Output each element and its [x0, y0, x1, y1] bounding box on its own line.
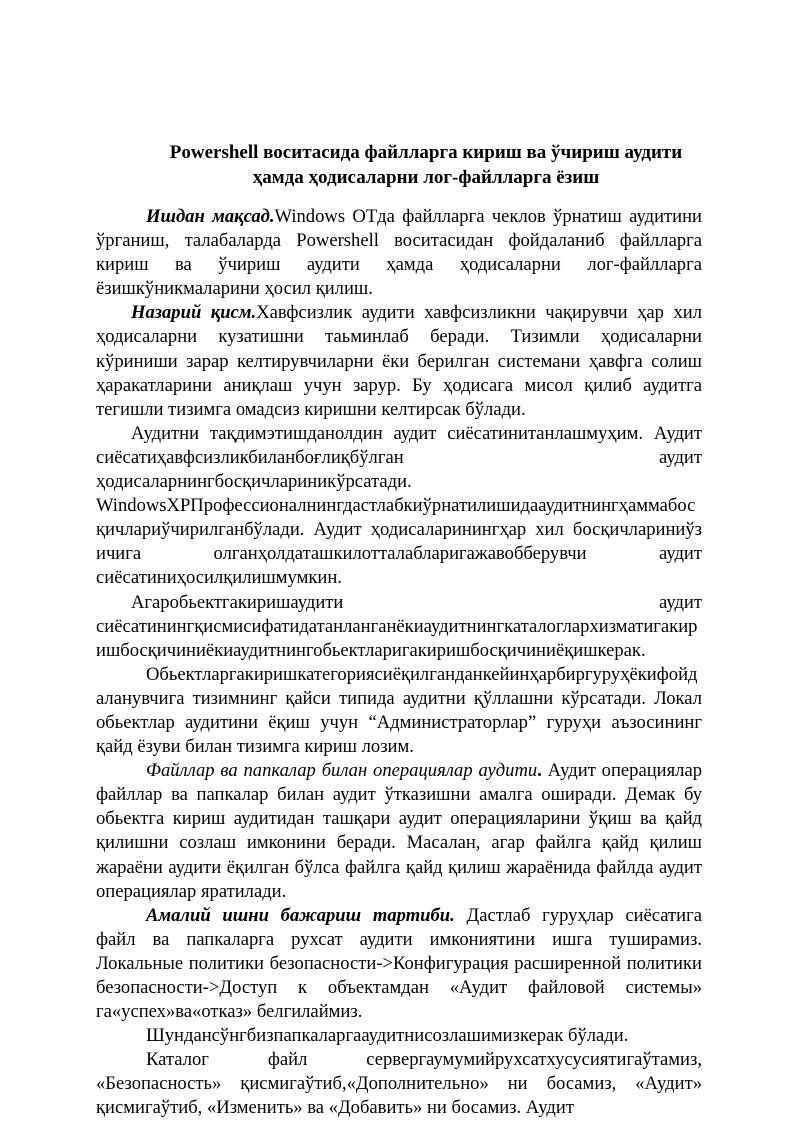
file-operations-text: Аудит операциялар файллар ва папкалар билан аудит ўтказишни амалга оширади. Демак бу обьектга кириш аудитидан ташқари аудит операцияларини ўқиш ва қайд қилишни созлаш имконини беради. Масалан, агар файлга қайд қилиш жараёни аудити ёқилган бўлса файлга қайд қилиш жараёнида файлда аудит операциялар яратилади.	[96, 760, 703, 902]
object-access-text: Агаробьектгакиришаудити аудит сиёсатинингқисмисифатидатанланганёкиаудитнингкаталоглархизматигакиришбосқичиниёкиаудитнингобьектларигакиришбосқичиниёқишкерак.	[96, 591, 702, 661]
document-body	[96, 205, 702, 1121]
goal-heading: Ишдан мақсад.	[146, 206, 275, 227]
catalog-text: Каталог файл сервергаумумийрухсатхусусиятигаўтамиз, «Безопасность» қисмигаўтиб,«Дополнительно» ни босамиз, «Аудит» қисмигаўтиб, «Изменить» ва «Добавить» ни босамиз. Аудит	[96, 1049, 702, 1119]
paragraph-next-step	[96, 1024, 702, 1048]
paragraph-procedure	[96, 904, 702, 1024]
title-line-2: ҳамда ҳодисаларни лог-файлларга ёзиш	[252, 167, 600, 188]
document-title	[96, 140, 756, 190]
object-category-text: Обьектларгакиришкатегориясиёқилганданкейинҳарбиргуруҳёкифойдаланувчига тизимнинг қайси типида аудитни қўллашни кўрсатади. Локал обьектлар аудитини ёқиш учун “Администраторлар” гуруҳи аъзосининг қайд ёзуви билан тизимга кириш лозим.	[96, 663, 702, 758]
paragraph-goal	[96, 205, 702, 301]
paragraph-object-access	[96, 591, 702, 663]
title-line-1: Powershell воситасида файлларга кириш ва ўчириш аудити	[169, 142, 683, 163]
file-operations-heading: Файллар ва папкалар билан операциялар аудити	[146, 760, 538, 782]
paragraph-catalog	[96, 1048, 702, 1120]
paragraph-file-operations	[96, 759, 702, 904]
goal-text: Windows ОТда файлларга чеклов ўрнатиш аудитини ўрганиш, талабаларда Powershell воситасидан фойдаланиб файлларга кириш ва ўчириш аудити ҳамда ҳодисаларни лог-файлларга ёзишкўникмаларини ҳосил қилиш.	[96, 206, 702, 300]
paragraph-audit-policy	[96, 422, 702, 591]
paragraph-object-category	[96, 663, 702, 759]
procedure-text: Дастлаб гуруҳлар сиёсатига файл ва папкаларга рухсат аудити имкониятини ишга туширамиз. Локальные политики безопасности->Конфигурация расширенной политики безопасности->Доступ к объектамдан «Аудит файловой системы» га«успех»ва«отказ» белгилаймиз.	[96, 904, 702, 1023]
paragraph-theory	[96, 301, 702, 421]
next-step-text: Шундансўнгбизпапкаларгааудитнисозлашимизкерак бўлади.	[146, 1025, 629, 1047]
theory-heading: Назарий қисм.	[131, 302, 257, 324]
audit-policy-text: Аудитни тақдимэтишданолдин аудит сиёсатинитанлашмуҳим. Аудит сиёсатиҳавфсизликбиланбоғлиқбўлган аудит ҳодисаларнингбосқичлариникўрсатади. WindowsXPПрофессионалнингдастлабкиўрнатилишидааудитнингҳаммабосқичлариўчирилганбўлади. Аудит ҳодисаларинингҳар хил босқичлариниўз ичига олганҳолдаташкилотталабларигажавобберувчи аудит сиёсатиниҳосилқилишмумкин.	[96, 422, 702, 589]
theory-text: Хавфсизлик аудити хавфсизликни чақирувчи ҳар хил ҳодисаларни кузатишни таьминлаб беради. Тизимли ҳодисаларни кўриниши зарар келтирувчиларни ёки берилган системани ҳавфга солиш ҳаракатларини аниқлаш учун зарур. Бу ҳодисага мисол қилиб аудитга тегишли тизимга омадсиз киришни келтирсак бўлади.	[96, 302, 702, 420]
file-operations-dot: .	[537, 760, 542, 782]
procedure-heading: Амалий ишни бажариш тартиби.	[146, 904, 455, 926]
